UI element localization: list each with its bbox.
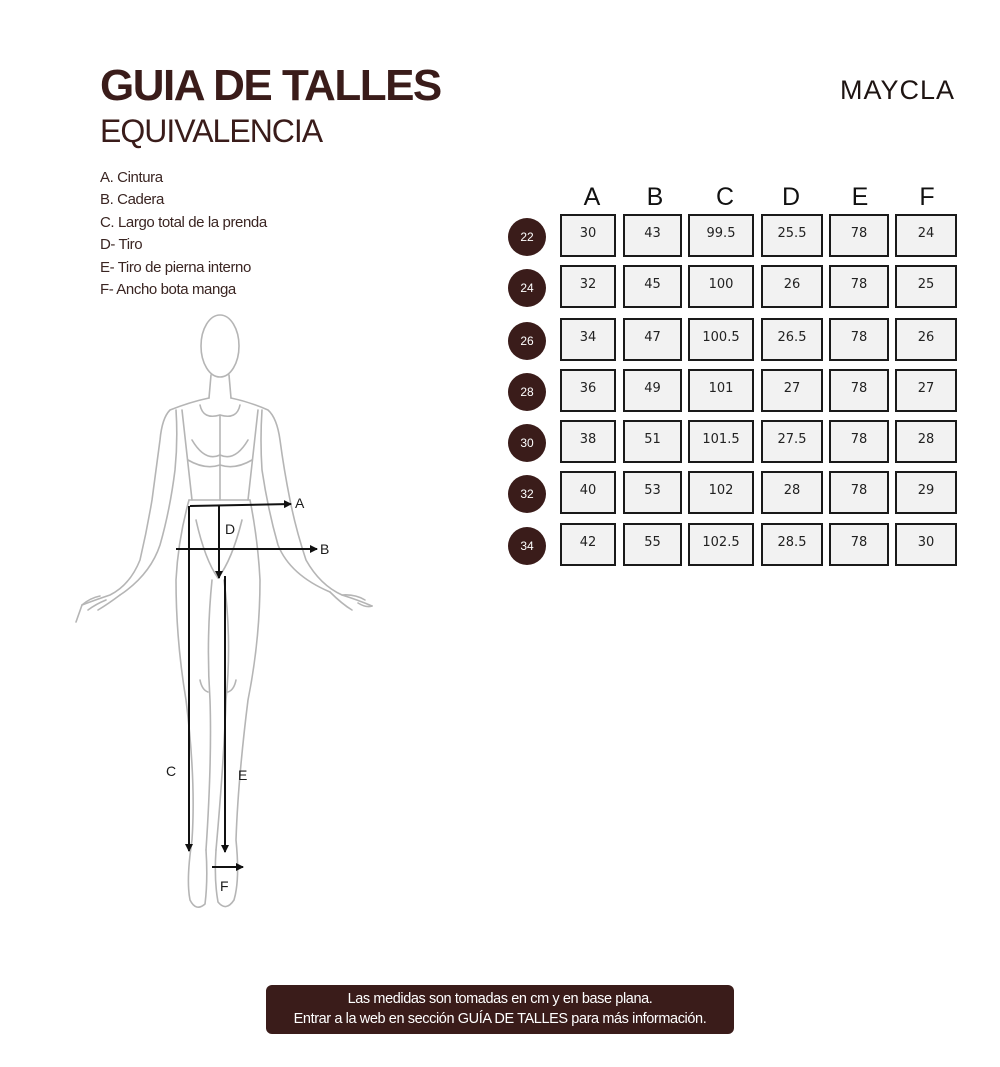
table-cell	[623, 318, 682, 361]
legend-item-c: C. Largo total de la prenda	[100, 213, 267, 231]
cell-value: 29	[917, 483, 935, 498]
table-cell	[829, 523, 889, 566]
table-cell	[761, 420, 823, 463]
figure-label-f: F	[220, 878, 229, 894]
table-cell	[623, 420, 682, 463]
table-cell	[761, 471, 823, 514]
cell-value: 78	[850, 381, 868, 396]
cell-value: 38	[579, 432, 597, 447]
cell-value: 101	[708, 381, 734, 396]
figure-label-b: B	[320, 541, 330, 557]
cell-value: 32	[579, 277, 597, 292]
cell-value: 24	[917, 226, 935, 241]
cell-value: 27	[783, 381, 801, 396]
table-cell	[829, 318, 889, 361]
table-cell	[623, 471, 682, 514]
table-cell	[560, 318, 616, 361]
footer-note	[266, 985, 734, 1034]
cell-value: 100	[708, 277, 734, 292]
table-cell	[829, 420, 889, 463]
mannequin-figure	[60, 305, 390, 915]
cell-value: 34	[579, 330, 597, 345]
size-badge: 24	[508, 269, 546, 307]
cell-value: 26.5	[777, 330, 807, 345]
figure-label-e: E	[238, 767, 248, 783]
table-cell	[560, 523, 616, 566]
figure-label-c: C	[166, 763, 177, 779]
table-cell	[761, 265, 823, 308]
table-cell	[895, 369, 957, 412]
column-header-b: B	[646, 183, 664, 211]
table-cell	[623, 214, 682, 257]
table-cell	[761, 369, 823, 412]
cell-value: 78	[850, 330, 868, 345]
size-badge: 28	[508, 373, 546, 411]
column-header-a: A	[583, 183, 601, 211]
cell-value: 36	[579, 381, 597, 396]
cell-value: 30	[917, 535, 935, 550]
table-cell	[560, 420, 616, 463]
size-badge: 30	[508, 424, 546, 462]
table-cell	[623, 523, 682, 566]
figure-label-d: D	[225, 521, 236, 537]
column-header-e: E	[851, 183, 869, 211]
cell-value: 28	[917, 432, 935, 447]
cell-value: 26	[917, 330, 935, 345]
size-badge: 34	[508, 527, 546, 565]
measurement-legend	[100, 167, 267, 301]
cell-value: 102.5	[702, 535, 740, 550]
table-cell	[895, 471, 957, 514]
table-cell	[761, 318, 823, 361]
cell-value: 53	[644, 483, 661, 498]
cell-value: 47	[644, 330, 661, 345]
table-cell	[623, 265, 682, 308]
table-cell	[560, 369, 616, 412]
cell-value: 27	[917, 381, 935, 396]
cell-value: 40	[579, 483, 597, 498]
measurement-arrows	[176, 504, 317, 867]
cell-value: 27.5	[777, 432, 807, 447]
table-cell	[761, 214, 823, 257]
cell-value: 42	[579, 535, 597, 550]
page-subtitle: EQUIVALENCIA	[100, 113, 323, 149]
column-header-c: C	[715, 183, 735, 211]
cell-value: 55	[644, 535, 661, 550]
table-cell	[895, 214, 957, 257]
cell-value: 102	[708, 483, 734, 498]
table-cell	[560, 214, 616, 257]
cell-value: 25	[917, 277, 935, 292]
cell-value: 99.5	[706, 226, 736, 241]
table-cell	[688, 369, 754, 412]
cell-value: 51	[644, 432, 661, 447]
legend-item-f: F- Ancho bota manga	[100, 280, 236, 298]
table-cell	[560, 471, 616, 514]
column-header-f: F	[919, 183, 935, 211]
table-cell	[829, 369, 889, 412]
legend-item-d: D- Tiro	[100, 236, 143, 254]
cell-value: 101.5	[702, 432, 740, 447]
size-badge: 26	[508, 322, 546, 360]
table-cell	[895, 318, 957, 361]
table-cell	[829, 265, 889, 308]
cell-value: 78	[850, 277, 868, 292]
table-cell	[688, 318, 754, 361]
brand-logo: MAYCLA	[840, 75, 956, 105]
cell-value: 25.5	[777, 226, 807, 241]
cell-value: 30	[579, 226, 597, 241]
cell-value: 45	[644, 277, 661, 292]
table-cell	[688, 471, 754, 514]
cell-value: 28	[783, 483, 801, 498]
legend-item-a: A. Cintura	[100, 169, 163, 186]
cell-value: 78	[850, 432, 868, 447]
cell-value: 26	[783, 277, 801, 292]
table-cell	[688, 523, 754, 566]
table-cell	[895, 265, 957, 308]
size-badge: 22	[508, 218, 546, 256]
cell-value: 49	[644, 381, 661, 396]
table-cell	[829, 214, 889, 257]
legend-item-b: B. Cadera	[100, 191, 164, 209]
table-cell	[895, 420, 957, 463]
cell-value: 78	[850, 535, 868, 550]
table-cell	[761, 523, 823, 566]
cell-value: 78	[850, 483, 868, 498]
cell-value: 43	[644, 226, 661, 241]
table-cell	[688, 214, 754, 257]
column-header-d: D	[781, 183, 801, 211]
footer-line-1: Las medidas son tomadas en cm y en base plana.	[347, 991, 653, 1007]
cell-value: 100.5	[702, 330, 740, 345]
table-cell	[560, 265, 616, 308]
cell-value: 28.5	[777, 535, 807, 550]
table-cell	[829, 471, 889, 514]
arrow-a	[190, 504, 291, 506]
table-cell	[688, 265, 754, 308]
figure-label-a: A	[295, 495, 305, 511]
table-cell	[623, 369, 682, 412]
table-cell	[688, 420, 754, 463]
size-badge: 32	[508, 475, 546, 513]
footer-line-2: Entrar a la web en sección GUÍA DE TALLES para más información.	[293, 1011, 707, 1027]
page-title: GUIA DE TALLES	[100, 61, 441, 110]
table-cell	[895, 523, 957, 566]
legend-item-e: E- Tiro de pierna interno	[100, 258, 251, 276]
cell-value: 78	[850, 226, 868, 241]
